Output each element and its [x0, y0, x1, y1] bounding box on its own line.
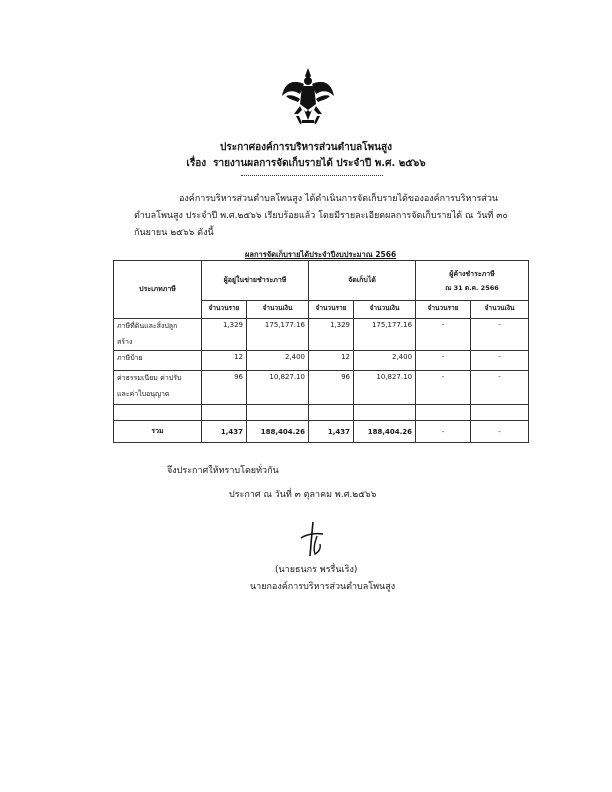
- signature: [293, 518, 333, 560]
- notice-text: จึงประกาศให้ทราบโดยทั่วกัน: [167, 466, 279, 476]
- subject-label: เรื่อง: [186, 158, 207, 169]
- subheader-count-1: จำนวนราย: [202, 301, 247, 319]
- total-count-1: 1,437: [202, 421, 247, 443]
- header-taxpayers: ผู้อยู่ในข่ายชำระภาษี: [202, 261, 309, 301]
- row-count-3: -: [416, 351, 471, 371]
- table-row-empty: [114, 405, 529, 421]
- total-label: รวม: [114, 421, 202, 443]
- row-count-3: -: [416, 319, 471, 351]
- row-type-line1: ภาษีที่ดินและสิ่งปลูก: [117, 322, 178, 330]
- signer-title: นายกองค์การบริหารส่วนตำบลโพนสูง: [250, 582, 396, 592]
- empty-cell: [114, 405, 202, 421]
- total-amount-3: -: [471, 421, 529, 443]
- row-amount-1: 2,400: [247, 351, 309, 371]
- header-tax-type: ประเภทภาษี: [114, 261, 202, 319]
- row-count-1: 96: [202, 371, 247, 405]
- paragraph-line-2: ตำบลโพนสูง ประจำปี พ.ศ.๒๕๖๖ เรียบร้อยแล้ว โดยมีรายละเอียดผลการจัดเก็บรายได้ ณ วันที่ ๓๐: [134, 211, 508, 221]
- table-row: [114, 351, 529, 371]
- row-amount-2: 10,827.10: [354, 371, 416, 405]
- total-count-3: -: [416, 421, 471, 443]
- row-type-line1: ภาษีป้าย: [117, 354, 143, 362]
- total-amount-1: 188,404.26: [247, 421, 309, 443]
- empty-cell: [354, 405, 416, 421]
- header-outstanding-line2: ณ 31 ต.ค. 2566: [445, 283, 499, 292]
- row-type-line2: สร้าง: [117, 338, 133, 346]
- paragraph-line-3: กันยายน ๒๕๖๖ ดังนี้: [134, 228, 214, 238]
- empty-cell: [416, 405, 471, 421]
- garuda-emblem: [280, 66, 336, 128]
- row-amount-3: -: [471, 351, 529, 371]
- row-amount-2: 175,177.16: [354, 319, 416, 351]
- paragraph-line-1: องค์การบริหารส่วนตำบลโพนสูง ได้ดำเนินการจัดเก็บรายได้ขององค์การบริหารส่วน: [179, 194, 499, 204]
- row-amount-1: 10,827.10: [247, 371, 309, 405]
- document-title: ประกาศองค์การบริหารส่วนตำบลโพนสูง: [220, 142, 392, 153]
- row-amount-1: 175,177.16: [247, 319, 309, 351]
- row-count-2: 1,329: [309, 319, 354, 351]
- header-outstanding: [416, 261, 529, 301]
- row-amount-2: 2,400: [354, 351, 416, 371]
- empty-cell: [202, 405, 247, 421]
- row-count-1: 1,329: [202, 319, 247, 351]
- subject-text: รายงานผลการจัดเก็บรายได้ ประจำปี พ.ศ. ๒๕๖๖: [213, 158, 426, 169]
- empty-cell: [309, 405, 354, 421]
- row-type: [114, 351, 202, 371]
- row-type: [114, 319, 202, 351]
- row-type-line2: และค่าใบอนุญาต: [117, 390, 170, 398]
- table-total-row: [114, 421, 529, 443]
- total-count-2: 1,437: [309, 421, 354, 443]
- empty-cell: [471, 405, 529, 421]
- row-amount-3: -: [471, 319, 529, 351]
- subheader-amount-3: จำนวนเงิน: [471, 301, 529, 319]
- row-type-line1: ค่าธรรมเนียม ค่าปรับ: [117, 374, 182, 382]
- subheader-amount-2: จำนวนเงิน: [354, 301, 416, 319]
- document-subject: [0, 156, 612, 171]
- table-row: [114, 371, 529, 405]
- subheader-count-2: จำนวนราย: [309, 301, 354, 319]
- total-amount-2: 188,404.26: [354, 421, 416, 443]
- row-count-2: 96: [309, 371, 354, 405]
- row-count-1: 12: [202, 351, 247, 371]
- row-type: [114, 371, 202, 405]
- row-count-2: 12: [309, 351, 354, 371]
- subheader-count-3: จำนวนราย: [416, 301, 471, 319]
- row-amount-3: -: [471, 371, 529, 405]
- header-collected: จัดเก็บได้: [309, 261, 416, 301]
- table-row: [114, 319, 529, 351]
- table-caption: ผลการจัดเก็บรายได้ประจำปีงบประมาณ 2566: [245, 250, 397, 259]
- empty-cell: [247, 405, 309, 421]
- title-divider: [241, 175, 383, 176]
- revenue-table: [113, 260, 529, 443]
- row-count-3: -: [416, 371, 471, 405]
- signer-name: (นายธนกร พรรื่นเริง): [275, 565, 358, 575]
- subheader-amount-1: จำนวนเงิน: [247, 301, 309, 319]
- announcement-date: ประกาศ ณ วันที่ ๓ ตุลาคม พ.ศ.๒๕๖๖: [229, 490, 377, 500]
- header-outstanding-line1: ผู้ค้างชำระภาษี: [449, 269, 495, 278]
